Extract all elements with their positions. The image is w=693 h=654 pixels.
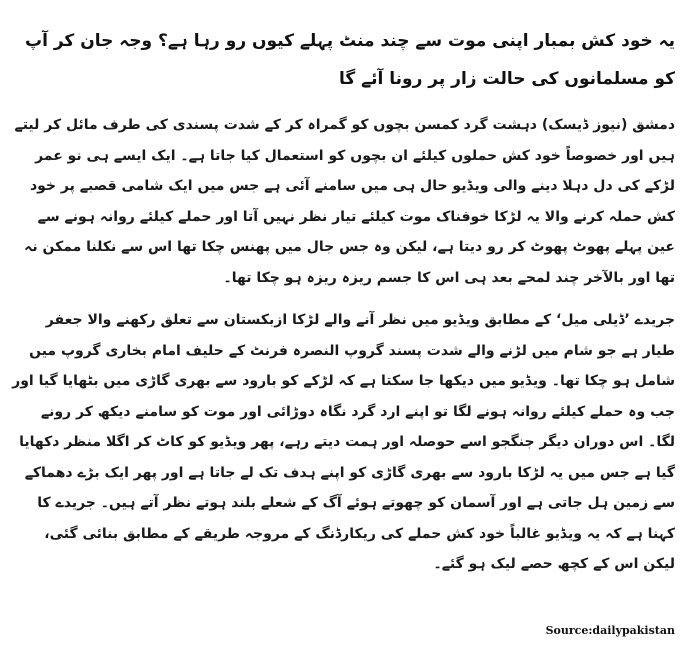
article-paragraph-2: جریدے ’ڈیلی میل‘ کے مطابق ویڈیو میں نظر آنے والے لڑکا ازبکستان سے تعلق رکھنے والا جعفر طیار ہے جو شام میں لڑنے والے شدت پسند گروپ النصرہ فرنٹ کے حلیف امام بخاری گروپ میں شامل ہو چکا تھا۔ ویڈیو میں دیکھا جا سکتا ہے کہ لڑکے کو بارود سے بھری گاڑی میں بٹھایا گیا اور جب وہ حملے کیلئے روانہ ہونے لگا تو اپنے ارد گرد نگاہ دوڑائی اور موت کو سامنے دیکھ کر رونے لگا۔ اس دوران دیگر جنگجو اسے حوصلہ اور ہمت دیتے رہے، پھر ویڈیو کو کاٹ کر اگلا منظر دکھایا گیا ہے جس میں یہ لڑکا بارود سے بھری گاڑی کو اپنے ہدف تک لے جاتا ہے اور پھر ایک بڑے دھماکے سے زمین ہل جاتی ہے اور آسمان کو چھوتے ہوئے آگ کے شعلے بلند ہوتے نظر آتے ہیں۔ جریدے کا کہنا ہے کہ یہ ویڈیو غالباً خود کش حملے کی ریکارڈنگ کے مروجہ طریقے کے مطابق بنائی گئی، لیکن اس کے کچھ حصے لیک ہو گئے۔: [12, 312, 675, 572]
article-paragraph-1: دمشق (نیوز ڈیسک) دہشت گرد کمسن بچوں کو گمراہ کر کے شدت پسندی کی طرف مائل کر لیتے ہیں اور خصوصاً خود کش حملوں کیلئے ان بچوں کو استعمال کیا جاتا ہے۔ ایک ایسے ہی نو عمر لڑکے کی دل دہلا دینے والی ویڈیو حال ہی میں سامنے آئی ہے جس میں ایک شامی قصبے پر خود کش حملہ کرنے والا یہ لڑکا خوفناک موت کیلئے تیار نظر نہیں آتا اور حملے کیلئے روانہ ہونے سے عین پہلے پھوٹ پھوٹ کر رو دیتا ہے، لیکن وہ جس جال میں پھنس چکا تھا اس سے نکلنا ممکن نہ تھا اور بالآخر چند لمحے بعد ہی اس کا جسم ریزہ ریزہ ہو چکا تھا۔: [14, 117, 675, 286]
article-body: [10, 22, 675, 592]
source-credit: Source:dailypakistan: [545, 624, 675, 637]
article-headline: یہ خود کش بمبار اپنی موت سے چند منٹ پہلے کیوں رو رہا ہے؟ وجہ جان کر آپ کو مسلمانوں کی حالت زار پر رونا آئے گا: [25, 31, 675, 89]
